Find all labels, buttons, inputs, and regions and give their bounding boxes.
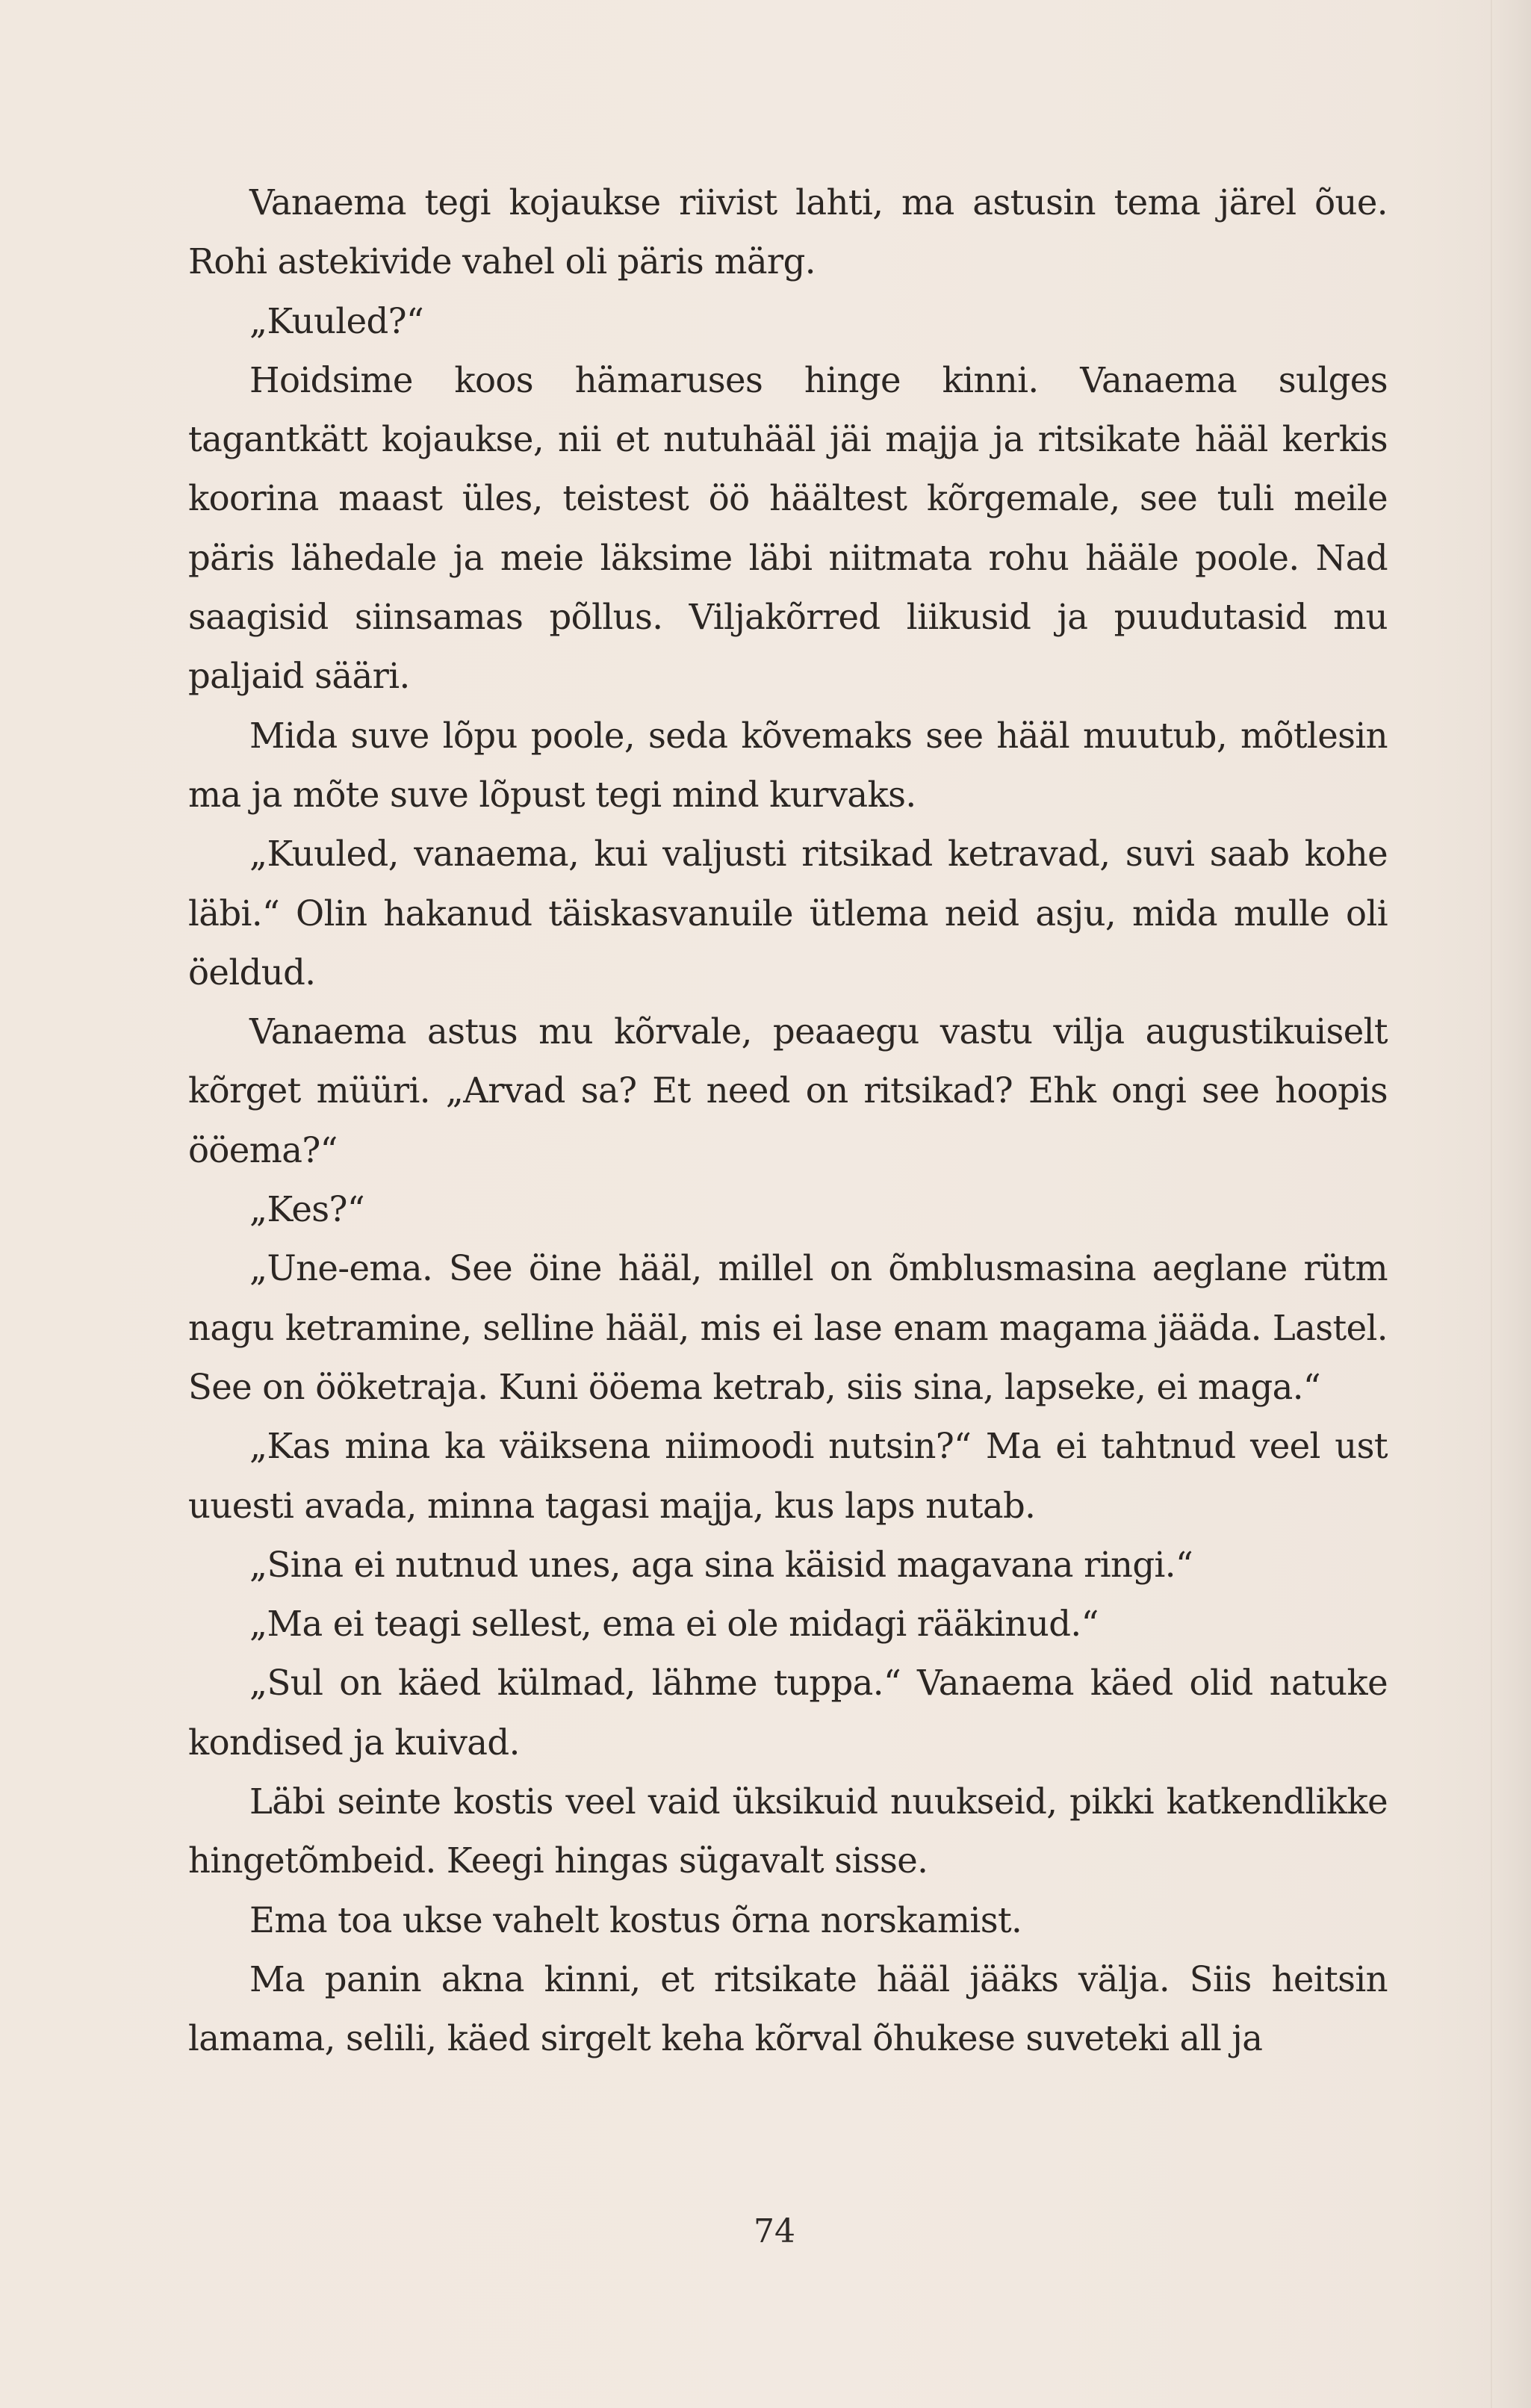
paragraph: Mida suve lõpu poole, seda kõvemaks see hääl muutub, mõtlesin ma ja mõte suve lõpust tegi mind kurvaks. [188,715,1388,815]
paragraph: Vanaema tegi kojaukse riivist lahti, ma astusin tema järel õue. Rohi astekivide vahel oli päris märg. [188,182,1388,282]
paragraph: Hoidsime koos hämaruses hinge kinni. Vanaema sulges tagantkätt kojaukse, nii et nutuhääl jäi majja ja ritsikate hääl kerkis koorina maast üles, teistest öö häältest kõrgemale, see tuli meile päris lähedale ja meie läksime läbi niitmata rohu hääle poole. Nad saagisid siinsamas põllus. Viljakõrred liikusid ja puudutasid mu paljaid sääri. [188,359,1388,697]
paragraph: Ema toa ukse vahelt kostus õrna norskamist. [249,1899,1022,1940]
paragraph: Ma panin akna kinni, et ritsikate hääl jääks välja. Siis heitsin lamama, selili, käed sirgelt keha kõrval õhukese suveteki all ja [188,1958,1388,2059]
paragraph: „Kuuled, vanaema, kui valjusti ritsikad ketravad, suvi saab kohe läbi.“ Olin hakanud täiskasvanuile ütlema neid asju, mida mulle oli öeldud. [188,834,1388,993]
paragraph: „Une-ema. See öine hääl, millel on õmblusmasina aeglane rütm nagu ketramine, selline hääl, mis ei lase enam magama jääda. Lastel. See on ööketraja. Kuni ööema ketrab, siis sina, lapseke, ei maga.“ [188,1248,1388,1407]
paragraph: „Kuuled?“ [249,300,424,341]
paragraph: „Ma ei teagi sellest, ema ei ole midagi rääkinud.“ [249,1604,1099,1645]
paragraph: „Sul on käed külmad, lähme tuppa.“ Vanaema käed olid natuke kondised ja kuivad. [188,1663,1388,1763]
page-number: 74 [754,2212,795,2250]
paragraph: „Kes?“ [249,1189,365,1230]
paragraph: Vanaema astus mu kõrvale, peaaegu vastu vilja augustikuiselt kõrget müüri. „Arvad sa? Et need on ritsikad? Ehk ongi see hoopis ööema?“ [188,1011,1388,1170]
paragraph: „Kas mina ka väiksena niimoodi nutsin?“ Ma ei tahtnud veel ust uuesti avada, minna tagasi majja, kus laps nutab. [188,1426,1388,1526]
page-edge-shadow [1491,0,1531,2408]
paragraph: „Sina ei nutnud unes, aga sina käisid magavana ringi.“ [249,1544,1193,1585]
body-text [188,173,1388,2069]
paragraph: Läbi seinte kostis veel vaid üksikuid nuukseid, pikki katkendlikke hingetõmbeid. Keegi hingas sügavalt sisse. [188,1781,1388,1881]
